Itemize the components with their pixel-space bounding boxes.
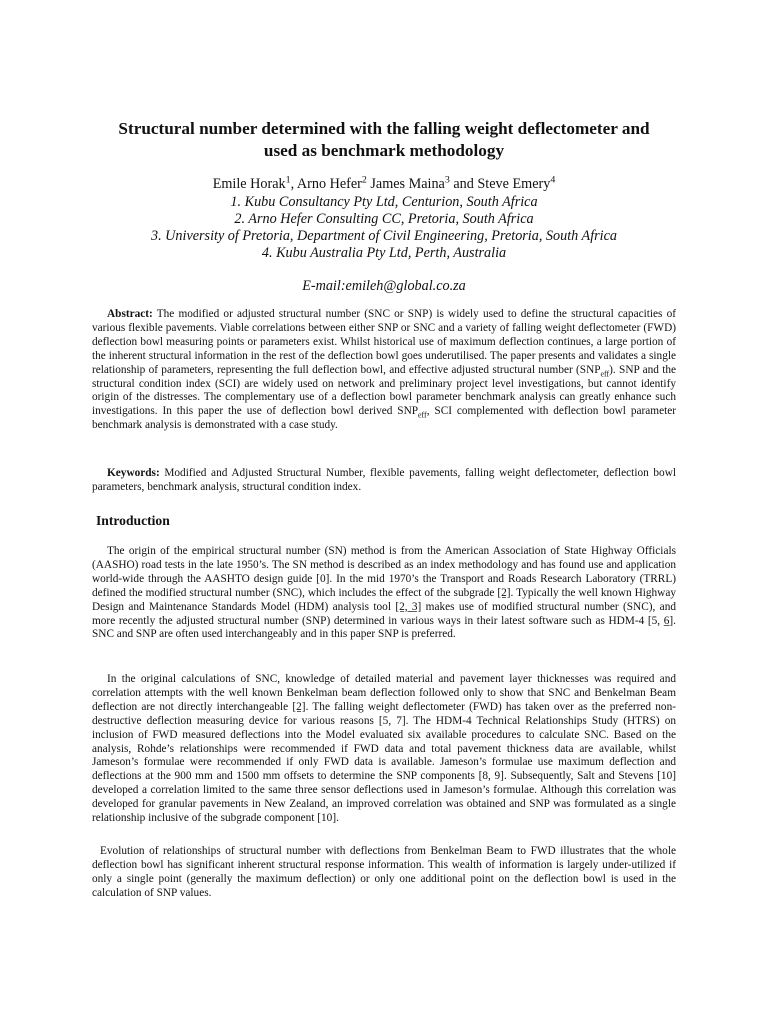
intro-paragraph-3: Evolution of relationships of structural number with deflections from Benkelman Beam to FWD illustrates that the whole deflection bowl has significant inherent structural response information. This wealth of information is largely under-utilized if only a single point (generally the maximum deflection) or only one additional point on the deflection bowl is used in the calculation of SNP values.	[92, 845, 676, 899]
author-affiliation-mark: 2	[361, 174, 367, 186]
keywords: Keywords: Modified and Adjusted Structural Number, flexible pavements, falling weight deflectometer, deflection bowl parameters, benchmark analysis, structural condition index.	[92, 467, 676, 493]
citation-link[interactable]: [2, 3]	[395, 600, 422, 613]
author-affiliation-mark: 3	[444, 174, 450, 186]
affiliation-1: 1. Kubu Consultancy Pty Ltd, Centurion, South Africa	[230, 194, 538, 210]
intro-paragraph-1: The origin of the empirical structural number (SN) method is from the American Association of State Highway Officials (AASHO) road tests in the late 1950’s. The SN method is described as an index methodology and has found use and application world-wide through the AASHTO design guide [0]. In the mid 1970’s the Transport and Roads Research Laboratory (TRRL) defined the modified structural number (SNC), which includes the effect of the subgrade [2]. Typically the well known Highway Design and Maintenance Standards Model (HDM) analysis tool [2, 3] makes use of modified structural number (SNC), and more recently the adjusted structural number (SNP) determined in various ways in their latest software such as HDM-4 [5, 6]. SNC and SNP are often used interchangeably and in this paper SNP is preferred.	[92, 545, 677, 641]
author-name: James Maina	[370, 176, 445, 192]
author-affiliation-mark: 4	[550, 174, 556, 186]
author-affiliation-mark: 1	[285, 174, 291, 186]
abstract-label: Abstract:	[107, 308, 153, 320]
citation-link[interactable]: [2]	[292, 700, 306, 713]
affiliation-3: 3. University of Pretoria, Department of Civil Engineering, Pretoria, South Africa	[150, 228, 618, 244]
author-name: Emile Horak	[212, 176, 286, 192]
author-name: Arno Hefer	[296, 176, 362, 192]
title-line-2: used as benchmark methodology	[263, 141, 505, 160]
keywords-label: Keywords:	[107, 467, 160, 479]
section-heading-introduction: Introduction	[96, 513, 170, 528]
author-name: Steve Emery	[477, 176, 551, 192]
affiliation-2: 2. Arno Hefer Consulting CC, Pretoria, South Africa	[234, 211, 534, 227]
citation-link[interactable]: [2]	[497, 586, 511, 599]
author-email: E-mail:emileh@global.co.za	[302, 278, 466, 294]
abstract: Abstract: The modified or adjusted structural number (SNC or SNP) is widely used to define the structural capacities of various flexible pavements. Viable correlations between either SNP or SNC and a variety of falling weight deflectometer (FWD) deflection bowl measuring points or parameters exist. Whilst historical use of maximum deflection continues, a large portion of the inherent structural information in the rest of the deflection bowl goes underutilised. The paper presents and validates a single relationship of parameters, representing the full deflection bowl, and effective adjusted structural number $(SNP_{eff})$. SNP and the structural condition index (SCI) are widely used on network and preliminary project level investigations, but cannot identify origin of the distresses. The complementary use of a deflection bowl parameter benchmark analysis can greatly enhance such investigations. In this paper the use of deflection bowl derived $SNP_{eff}$, SCI complemented with deflection bowl parameter benchmark analysis is demonstrated with a case study.	[92, 308, 677, 432]
paper-title	[92, 118, 676, 162]
affiliation-4: 4. Kubu Australia Pty Ltd, Perth, Australia	[261, 245, 507, 261]
title-line-1: Structural number determined with the falling weight deflectometer and	[118, 119, 650, 138]
citation-link[interactable]: 6	[663, 614, 670, 627]
author-list: Emile Horak$^1$, Arno Hefer$^2$ James Maina$^3$ and Steve Emery$^4$	[212, 174, 556, 192]
intro-paragraph-2: In the original calculations of SNC, knowledge of detailed material and pavement layer thicknesses was required and correlation attempts with the well known Benkelman beam deflection followed only to show that SNC and Benkelman Beam deflection are not directly interchangeable [2]. The falling weight deflectometer (FWD) has taken over as the preferred non-destructive deflection measuring device for various reasons [5, 7]. The HDM-4 Technical Relationships Study (HTRS) on inclusion of FWD measured deflections into the Model evaluated six available procedures to calculate SNC. Based on the analysis, Rohde’s relationships were recommended if FWD data and total pavement thickness data are available, whilst Jameson’s formulae were recommended if only FWD data is available. Jameson’s formulae use maximum deflection and deflections at the 900 mm and 1500 mm offsets to determine the SNP components [8, 9]. Subsequently, Salt and Stevens [10] developed a correlation limited to the same three sensor deflections used in Jameson’s formulae. Although this correlation was developed for granular pavements in New Zealand, an improved correlation was obtained and SNP was formulated as a single relationship inclusive of the subgrade component [10].	[92, 673, 676, 825]
